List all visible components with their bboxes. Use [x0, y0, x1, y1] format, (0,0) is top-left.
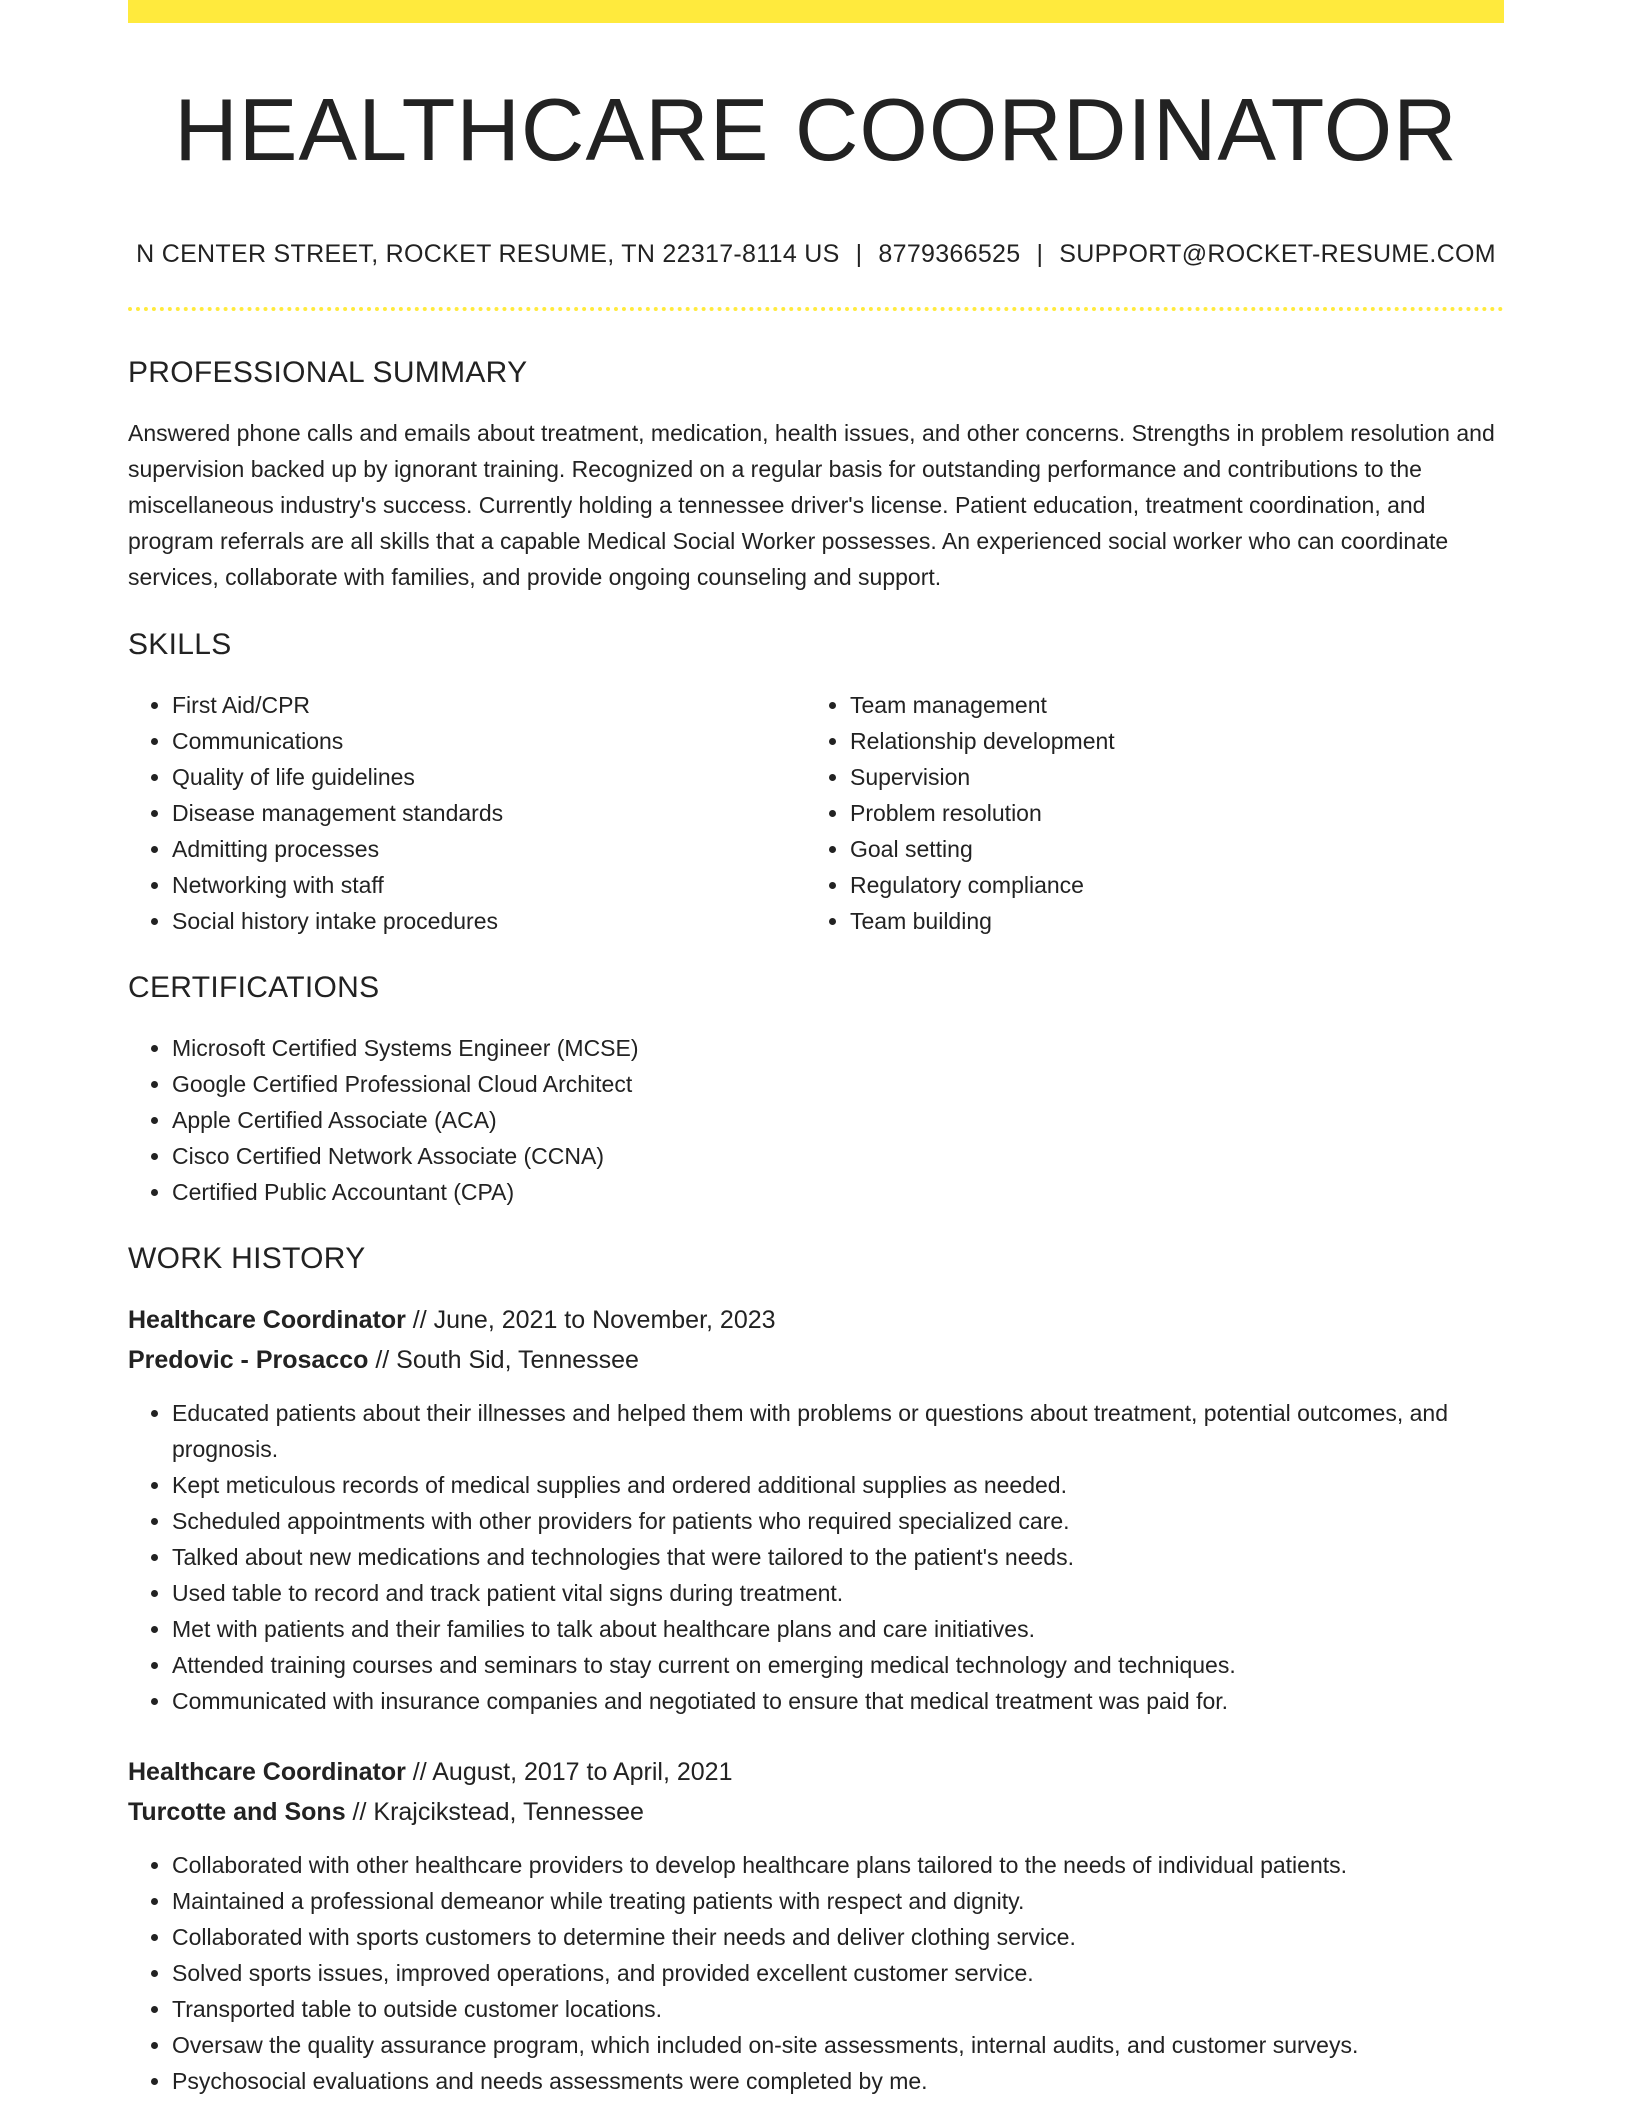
skill-item: • Regulatory compliance	[850, 867, 1490, 903]
job-location: // South Sid, Tennessee	[368, 1346, 639, 1374]
skill-item: • Networking with staff	[172, 867, 792, 903]
job-bullet: • Collaborated with sports customers to determine their needs and deliver clothing service.	[172, 1919, 1504, 1955]
skills-list-right	[806, 687, 1490, 939]
skill-item: • First Aid/CPR	[172, 687, 792, 723]
job-bullet: • Transported table to outside customer locations.	[172, 1991, 1504, 2027]
job-bullet: • Met with patients and their families to talk about healthcare plans and care initiatives.	[172, 1611, 1504, 1647]
job-title: Healthcare Coordinator	[128, 1306, 406, 1334]
skill-item: • Supervision	[850, 759, 1490, 795]
job-bullets	[128, 1847, 1504, 2099]
summary-text: Answered phone calls and emails about treatment, medication, health issues, and other concerns. Strengths in problem resolution and supervision backed up by ignorant training. Recognized on a regular basis for outstanding performance and contributions to the miscellaneous industry's success. Currently holding a tennessee driver's license. Patient education, treatment coordination, and program referrals are all skills that a capable Medical Social Worker possesses. An experienced social worker who can coordinate services, collaborate with families, and provide ongoing counseling and support.	[128, 420, 1495, 590]
contact-phone: 8779366525	[878, 240, 1021, 268]
skills-list-left	[128, 687, 792, 939]
skill-item: • Goal setting	[850, 831, 1490, 867]
skill-item: • Admitting processes	[172, 831, 792, 867]
job-company-line	[128, 1340, 1504, 1380]
job-bullet: • Collaborated with other healthcare providers to develop healthcare plans tailored to the needs of individual patients.	[172, 1847, 1504, 1883]
work-history-heading: WORK HISTORY	[128, 1242, 366, 1275]
skill-item: • Team management	[850, 687, 1490, 723]
job-title-line	[128, 1752, 1504, 1792]
job-bullet: • Educated patients about their illnesses and helped them with problems or questions about treatment, potential outcomes, and prognosis.	[172, 1395, 1504, 1467]
job-bullet: • Maintained a professional demeanor while treating patients with respect and dignity.	[172, 1883, 1504, 1919]
contact-address: N CENTER STREET, ROCKET RESUME, TN 22317-8114 US	[136, 240, 840, 268]
job-location: // Krajcikstead, Tennessee	[345, 1798, 644, 1826]
contact-separator: |	[1036, 240, 1044, 268]
skill-item: • Social history intake procedures	[172, 903, 792, 939]
certifications-list	[128, 1030, 1472, 1210]
certification-item: • Certified Public Accountant (CPA)	[172, 1174, 1472, 1210]
job-title-line	[128, 1300, 1504, 1340]
job-bullet: • Scheduled appointments with other providers for patients who required specialized care.	[172, 1503, 1504, 1539]
summary-heading: PROFESSIONAL SUMMARY	[128, 356, 528, 389]
contact-line	[128, 236, 1504, 272]
job-dates: // August, 2017 to April, 2021	[405, 1758, 733, 1786]
resume-title: HEALTHCARE COORDINATOR	[174, 80, 1458, 179]
skills-heading: SKILLS	[128, 628, 232, 661]
job-bullet: • Talked about new medications and technologies that were tailored to the patient's needs.	[172, 1539, 1504, 1575]
job-bullet: • Psychosocial evaluations and needs assessments were completed by me.	[172, 2063, 1504, 2099]
certification-item: • Microsoft Certified Systems Engineer (MCSE)	[172, 1030, 1472, 1066]
skill-item: • Relationship development	[850, 723, 1490, 759]
certification-item: • Apple Certified Associate (ACA)	[172, 1102, 1472, 1138]
job-company-line	[128, 1792, 1504, 1832]
job-bullet: • Oversaw the quality assurance program, which included on-site assessments, internal audits, and customer surveys.	[172, 2027, 1504, 2063]
job-bullet: • Kept meticulous records of medical supplies and ordered additional supplies as needed.	[172, 1467, 1504, 1503]
job-dates: // June, 2021 to November, 2023	[405, 1306, 776, 1334]
job-company: Predovic - Prosacco	[128, 1346, 369, 1374]
skill-item: • Communications	[172, 723, 792, 759]
job-bullet: • Communicated with insurance companies and negotiated to ensure that medical treatment was paid for.	[172, 1683, 1504, 1719]
skill-item: • Problem resolution	[850, 795, 1490, 831]
contact-separator: |	[855, 240, 863, 268]
job-bullet: • Attended training courses and seminars to stay current on emerging medical technology and techniques.	[172, 1647, 1504, 1683]
job-bullets	[128, 1395, 1504, 1719]
certification-item: • Cisco Certified Network Associate (CCNA)	[172, 1138, 1472, 1174]
top-accent-bar	[128, 0, 1504, 23]
skill-item: • Disease management standards	[172, 795, 792, 831]
job-company: Turcotte and Sons	[128, 1798, 346, 1826]
dotted-divider	[128, 307, 1504, 311]
job-bullet: • Used table to record and track patient vital signs during treatment.	[172, 1575, 1504, 1611]
job-title: Healthcare Coordinator	[128, 1758, 406, 1786]
skill-item: • Team building	[850, 903, 1490, 939]
certifications-heading: CERTIFICATIONS	[128, 971, 380, 1004]
job-bullet: • Solved sports issues, improved operations, and provided excellent customer service.	[172, 1955, 1504, 1991]
certification-item: • Google Certified Professional Cloud Architect	[172, 1066, 1472, 1102]
skill-item: • Quality of life guidelines	[172, 759, 792, 795]
contact-email: SUPPORT@ROCKET-RESUME.COM	[1059, 240, 1496, 268]
